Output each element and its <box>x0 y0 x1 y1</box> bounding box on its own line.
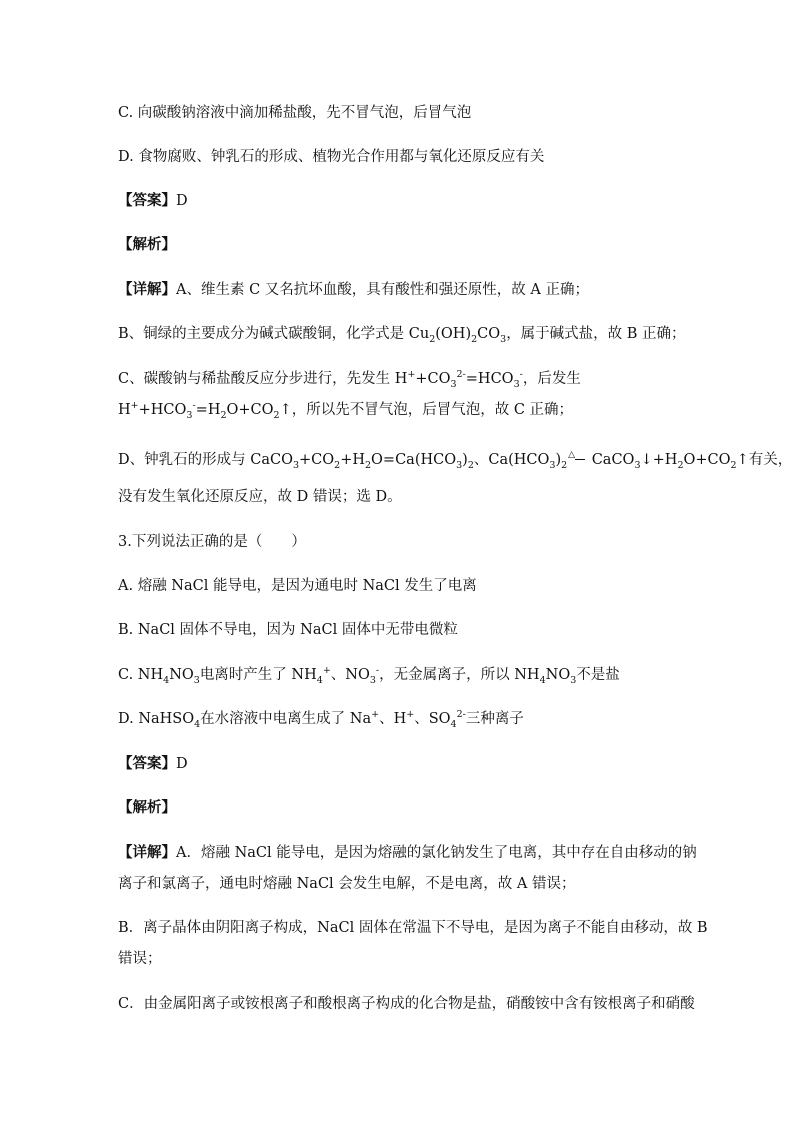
text: ，无金属离子，所以 NH <box>379 667 540 683</box>
subscript: 3 <box>369 674 376 686</box>
subscript: 2 <box>467 459 474 471</box>
text: 不是盐 <box>576 667 620 683</box>
subscript: 3 <box>549 459 556 471</box>
subscript: 4 <box>450 718 457 730</box>
q3-option-a: A. 熔融 NaCl 能导电，是因为通电时 NaCl 发生了电离 <box>118 578 477 594</box>
subscript: 3 <box>456 459 463 471</box>
q2-detail-d2: 没有发生氧化还原反应，故 D 错误；选 D。 <box>118 489 402 505</box>
subscript: 2 <box>334 459 341 471</box>
text: ↑，所以先不冒气泡，后冒气泡，故 C 正确； <box>279 402 574 418</box>
text: +CO <box>415 371 451 387</box>
text: B、铜绿的主要成分为碱式碳酸铜，化学式是 Cu <box>118 326 430 342</box>
answer-label: 【答案】 <box>118 192 176 209</box>
superscript: - <box>192 400 196 412</box>
text: C、碳酸钠与稀盐酸反应分步进行，先发生 H <box>118 371 408 387</box>
subscript: 4 <box>194 718 201 730</box>
text: 、H <box>379 711 407 727</box>
subscript: 2 <box>730 459 737 471</box>
text: =HCO <box>465 371 514 387</box>
subscript: 2 <box>365 459 372 471</box>
superscript: + <box>407 369 416 381</box>
text: 、Ca(HCO <box>473 452 550 468</box>
q3-detail-c1: C．由金属阳离子或铵根离子和酸根离子构成的化合物是盐，硝酸铵中含有铵根离子和硝酸 <box>118 996 695 1012</box>
text: D、钟乳石的形成与 CaCO <box>118 452 293 468</box>
q2-detail-b <box>118 324 684 344</box>
subscript: 2 <box>677 459 684 471</box>
text: O+CO <box>226 402 274 418</box>
q3-stem: 3.下列说法正确的是（ ） <box>118 534 306 550</box>
q2-analysis-label: 【解析】 <box>118 236 176 253</box>
text: H <box>118 402 131 418</box>
detail-text: A、维生素 C 又名抗坏血酸，具有酸性和强还原性，故 A 正确； <box>176 282 589 298</box>
q3-detail-b1: B．离子晶体由阴阳离子构成，NaCl 固体在常温下不导电，是因为离子不能自由移动，故 B <box>118 920 708 936</box>
text: NO <box>169 667 194 683</box>
q2-answer <box>118 191 684 211</box>
text: NO <box>545 667 571 683</box>
q3-detail-a2: 离子和氯离子，通电时熔融 NaCl 会发生电解，不是电离，故 A 错误； <box>118 876 576 892</box>
superscript: + <box>322 665 331 677</box>
detail-label: 【详解】 <box>118 281 176 298</box>
subscript: 2 <box>561 459 568 471</box>
text: ↑有关， <box>736 452 793 468</box>
heat-triangle: △ <box>568 450 576 460</box>
text: CaCO <box>587 452 635 468</box>
superscript: - <box>519 369 523 381</box>
superscript: 2- <box>456 709 466 721</box>
subscript: 3 <box>513 378 520 390</box>
q3-option-b: B. NaCl 固体不导电，因为 NaCl 固体中无带电微粒 <box>118 622 458 638</box>
detail-text: A．熔融 NaCl 能导电，是因为熔融的氯化钠发生了电离，其中存在自由移动的钠 <box>176 845 697 861</box>
text: O+CO <box>683 452 731 468</box>
subscript: 2 <box>429 333 436 345</box>
q3-analysis-label: 【解析】 <box>118 799 176 816</box>
text: (OH) <box>435 326 472 342</box>
subscript: 3 <box>634 459 641 471</box>
detail-label: 【详解】 <box>118 844 176 861</box>
subscript: 3 <box>193 674 200 686</box>
subscript: 4 <box>316 674 323 686</box>
q3-answer <box>118 754 684 774</box>
q2-option-d: D. 食物腐败、钟乳石的形成、植物光合作用都与氧化还原反应有关 <box>118 149 545 165</box>
text: CO <box>477 326 501 342</box>
text: ，属于碱式盐，故 B 正确； <box>506 326 686 342</box>
text: O=Ca(HCO <box>371 452 457 468</box>
superscript: 2- <box>456 369 466 381</box>
text: 电离时产生了 NH <box>199 667 317 683</box>
q3-option-d <box>118 709 684 729</box>
answer-label: 【答案】 <box>118 755 176 772</box>
subscript: 3 <box>570 674 577 686</box>
q2-option-c: C. 向碳酸钠溶液中滴加稀盐酸，先不冒气泡，后冒气泡 <box>118 105 472 121</box>
text: 、SO <box>414 711 451 727</box>
subscript: 3 <box>292 459 300 471</box>
subscript: 2 <box>471 333 478 345</box>
subscript: 3 <box>186 409 193 421</box>
subscript: 4 <box>539 674 546 686</box>
superscript: + <box>406 709 415 721</box>
superscript: - <box>375 665 380 677</box>
subscript: 2 <box>273 409 280 421</box>
q2-detail-c2 <box>118 400 684 420</box>
q3-option-c <box>118 665 684 685</box>
text: D. NaHSO <box>118 711 195 727</box>
text: +CO <box>299 452 335 468</box>
subscript: 3 <box>450 378 457 390</box>
text: +H <box>340 452 365 468</box>
text: 三种离子 <box>465 711 524 727</box>
q3-detail-b2: 错误； <box>118 951 162 967</box>
subscript: 4 <box>163 674 170 686</box>
text: =H <box>195 402 221 418</box>
superscript: + <box>371 709 380 721</box>
text: +HCO <box>138 402 187 418</box>
q2-detail-d1: D、钟乳石的形成与 $CaCO_3+CO_2+H_2O=Ca(HCO_3)_2$、$Ca(HCO_3)_2^\triangle$ $CaCO_3↓+H_2O+CO_2↑$有关， <box>118 450 793 471</box>
q3-detail-a1 <box>118 843 697 863</box>
equals-bar <box>575 459 585 460</box>
text: ，后发生 <box>522 371 581 387</box>
q2-detail-c1 <box>118 369 684 389</box>
subscript: 3 <box>500 333 507 345</box>
text: C. NH <box>118 667 164 683</box>
superscript: + <box>130 400 139 412</box>
answer-value: D <box>176 193 188 209</box>
subscript: 2 <box>220 409 227 421</box>
q2-detail-a <box>118 280 684 300</box>
text: 在水溶液中电离生成了 Na <box>200 711 372 727</box>
answer-value: D <box>176 756 188 772</box>
text: ↓+H <box>640 452 678 468</box>
text: 、NO <box>330 667 370 683</box>
